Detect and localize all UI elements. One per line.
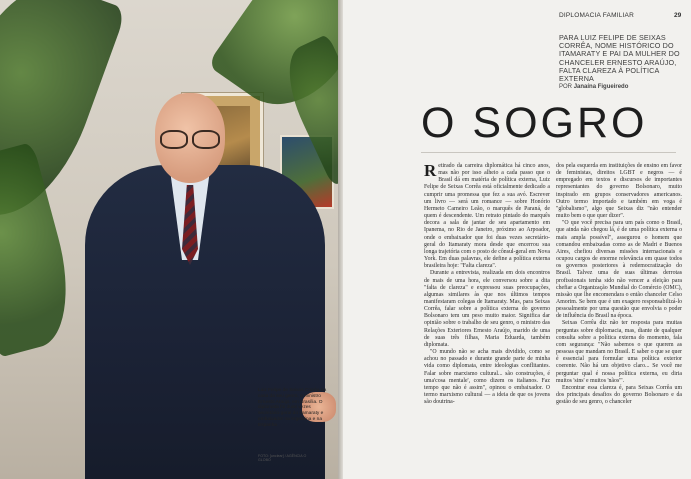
paragraph: "O que você precisa para um país como o Brasil, que ainda não chegou lá, é de uma política externa o mais ampla possível", assegurou o homem que comandou embaixadas como as de Madri e Buenos Aires, chefiou diversas missões internacionais e ocupou cargos de enorme relevância em quase todos os governos posteriores à redemocratização do Brasil. Talvez uma de suas últimas derrotas profissionais tenha sido não vencer a eleição para chefiar a Organização Mundial do Comércio (OMC), missão que lhe encomendara o então chanceler Celso Amorim. Se bem que é um exagero responsabilizá-lo pessoalmente por uma questão que envolvia o poder de influência do Brasil na época. bbox=[556, 220, 682, 320]
byline-author: Janaína Figueiredo bbox=[573, 84, 629, 90]
body-column-2 bbox=[556, 163, 682, 406]
byline bbox=[559, 84, 628, 90]
page-number: 29 bbox=[674, 12, 682, 19]
paragraph: Durante a entrevista, realizada em dois encontros de mais de uma hora, ele conversou sobre a dita "falta de clareza" e expressou suas preocupações, algumas similares às que nos últimos tempos manifestaram colegas de Itamaraty. Mas, para Seixas Corrêa, falar sobre a política externa do governo Bolsonaro tem um peso muito maior. Significa dar opinião sobre o trabalho de seu genro, o ministro das Relações Exteriores Ernesto Araújo, marido de uma de suas três filhas, Maria Eduarda, também diplomata. bbox=[424, 270, 550, 348]
divider bbox=[421, 152, 676, 153]
headline: O SOGRO bbox=[421, 99, 648, 147]
paragraph: "O mundo não se acha mais dividido, como se achou no passado e durante grande parte de minha vida como diplomata, entre ideologias conflitantes. Falar sobre marxismo cultural... são construções, é uma'cosa mentale', como dizem os italianos. Faz tempo que não é assim", opinou o embaixador. O termo marxismo cultural — a ideia de que os jovens são doutrina- bbox=[424, 349, 550, 406]
man-suit bbox=[85, 165, 325, 479]
paragraph: Retirado da carreira diplomática há cinco anos, mas não por isso alheio a cada passo que o Brasil dá em matéria de política externa, Luiz Felipe de Seixas Corrêa está oficialmente dedicado a cumprir uma promessa que fez a sua avó. Escrever um livro — será um romance — sobre Honório Hermeto Carneiro Leão, o marquês de Paraná, de quem é descendente. Um retrato pintado do marquês decora a sala de jantar de seu apartamento em Ipanema, no Rio de Janeiro, próximo ao Arpoador, onde o embaixador que foi duas vezes secretário-geral do Itamaraty mora desde que encerrou sua longa trajetória com o posto de cônsul-geral em Nova York. Em duas palavras, ele define a política externa brasileira hoje: "Falta clareza". bbox=[424, 161, 550, 270]
glasses-icon bbox=[160, 130, 220, 146]
portrait-photo bbox=[0, 0, 340, 479]
body-column-1 bbox=[424, 163, 550, 406]
section-label: DIPLOMACIA FAMILIAR bbox=[559, 12, 634, 19]
paragraph: Encontrar essa clareza é, para Seixas Corrêa um dos principais desafios do governo Bolsonaro e da gestão de seu genro, o chanceler bbox=[556, 384, 682, 406]
paragraph: dos pela esquerda em instituições de ensino em favor de feministas, direitos LGBT e negros — é empregado em textos e discursos de importantes representantes do governo Bolsonaro, muito inspirado em grupos conservadores americanos. Outro termo importado e também em voga é "globalismo", algo que Seixas diz "não entender muito bem o que quer dizer". bbox=[556, 163, 682, 220]
article-deck: PARA LUIZ FELIPE DE SEIXAS CORRÊA, NOME HISTÓRICO DO ITAMARATY E PAI DA MULHER DO CHANCELER ERNESTO ARAÚJO, FALTA CLAREZA À POLÍTICA EXTERNA bbox=[559, 33, 680, 84]
photo-caption: Luiz Felipe de Seixas Corrêa na casa da seu genro, o ministro Ernesto Araújo, em Brasília. O diplomata foi duas vezes secretário-geral do Itamaraty e embaixador na Argentina e na Espanha bbox=[258, 388, 327, 428]
photo-credit: FOTO: [unclear] / AGÊNCIA O GLOBO bbox=[258, 454, 307, 463]
byline-prefix: POR bbox=[559, 84, 573, 90]
paragraph: Seixas Corrêa diz não ter resposta para muitas perguntas sobre diplomacia, mas, diante de qualquer consulta sobre a política externa do momento, fala com segurança: "Não sabemos o que querem as pessoas que mandam no Brasil. E saber o que se quer é essencial para formular uma política exterior coerente. Não há um objetivo claro... Se você me perguntar qual é nossa política externa, eu diria muitos 'sins' e muitos 'nãos'". bbox=[556, 320, 682, 384]
drop-cap: R bbox=[424, 161, 437, 180]
